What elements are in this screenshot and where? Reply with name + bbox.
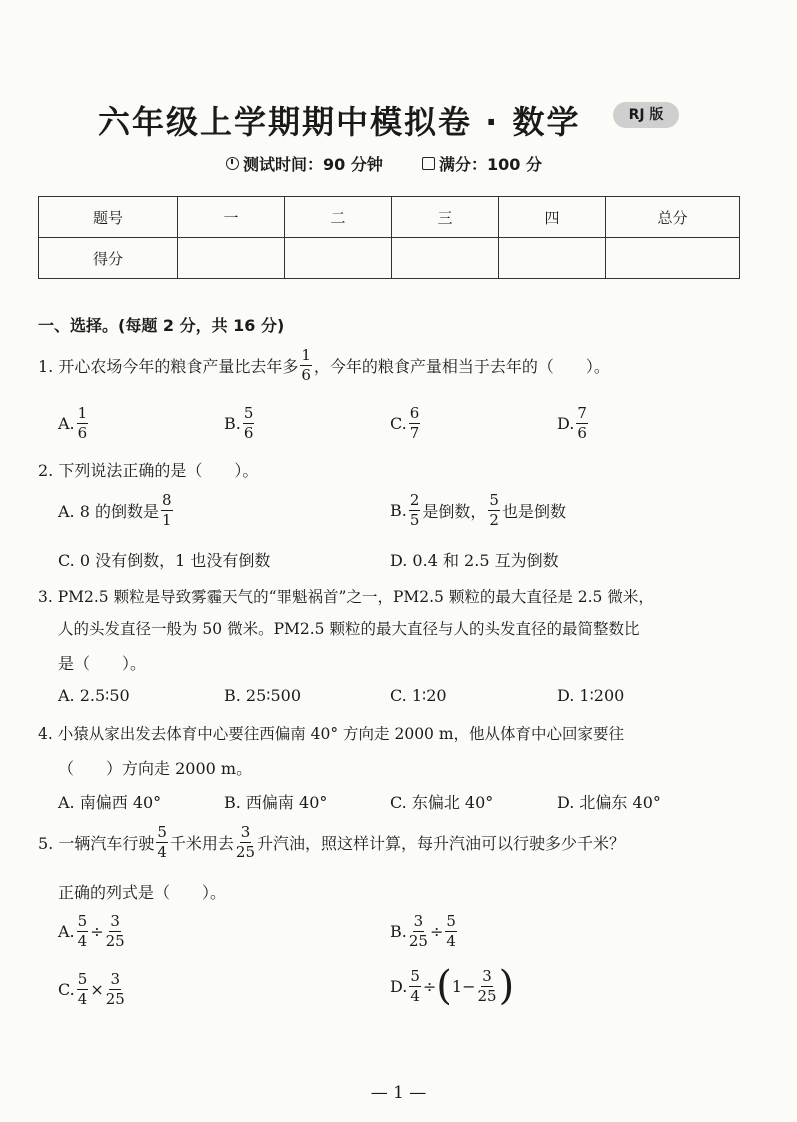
score-box-icon [422,157,435,170]
denominator: 2 [489,511,499,529]
q5-stem-text: 升汽油，照这样计算，每升汽油可以行驶多少千米？ [257,834,626,853]
q5-stem-text: 千米用去 [169,834,234,853]
denominator: 4 [446,932,456,950]
denominator: 25 [408,932,428,950]
option-label: A. [58,922,75,941]
denominator: 5 [409,511,420,529]
q3-option-b: B. 25∶500 [224,686,301,705]
q3-line1: 3. PM2.5 颗粒是导致雾霾天气的“罪魁祸首”之一，PM2.5 颗粒的最大直径是 2.5 微米， [38,588,654,606]
option-label: A. [58,414,75,433]
q3-option-c: C. 1∶20 [390,686,447,705]
q4-option-c: C. 东偏北 40° [390,793,494,812]
numerator: 5 [77,970,88,988]
test-time [226,152,383,175]
q3-option-a: A. 2.5∶50 [58,686,130,705]
fraction [409,914,428,949]
denominator: 6 [301,366,311,384]
denominator: 4 [157,843,167,861]
score-table-row-header: 题号 [39,197,178,238]
denominator: 4 [410,986,420,1005]
q1-option-d [557,406,590,441]
score-cell [178,238,285,279]
fraction [477,966,497,1005]
score-table [38,196,740,279]
fraction [243,406,255,441]
q2-option-c: C. 0 没有倒数，1 也没有倒数 [58,551,271,570]
numerator: 1 [77,404,88,422]
score-cell [392,238,499,279]
test-time-label: 测试时间：90 分钟 [243,155,383,174]
fraction [409,493,421,528]
score-cell [606,238,740,279]
fraction [77,972,89,1007]
option-label: D. [390,976,408,996]
fraction [77,914,89,949]
q5-option-b [390,914,459,949]
option-label: B. [390,922,407,941]
option-label: B. [390,501,407,520]
q5-stem-text: 5. 一辆汽车行驶 [38,834,155,853]
numerator: 6 [409,404,420,422]
score-table-col: 四 [499,197,606,238]
fraction [409,406,421,441]
denominator: 25 [105,932,125,950]
denominator: 6 [577,424,587,442]
q2-option-d: D. 0.4 和 2.5 互为倒数 [390,551,559,570]
denominator: 25 [235,843,256,861]
option-label: C. [390,414,407,433]
left-paren: ( [436,963,452,1009]
q5-stem [38,825,625,860]
fraction [300,348,312,383]
full-score-label: 满分：100 分 [439,155,542,174]
score-cell [285,238,392,279]
fraction [488,493,500,528]
numerator: 3 [240,823,251,841]
score-table-col: 总分 [606,197,740,238]
q3-line2: 人的头发直径一般为 50 微米。PM2.5 颗粒的最大直径与人的头发直径的最简整数比 [58,620,640,638]
q3-line3: 是（ ）。 [58,654,147,673]
q3-option-d: D. 1∶200 [557,686,625,705]
q1-option-a [58,406,90,441]
q1-option-b [224,406,256,441]
q4-option-a: A. 南偏西 40° [58,793,162,812]
edition-badge: RJ 版 [613,102,679,128]
q4-option-b: B. 西偏南 40° [224,793,328,812]
option-text: 是倒数， [422,502,487,521]
q1-stem-text: 1. 开心农场今年的粮食产量比去年多 [38,357,299,376]
denominator: 4 [77,932,88,950]
score-table-col: 一 [178,197,285,238]
numerator: 8 [162,491,172,509]
q2-option-a [58,493,175,528]
q5-option-d [390,963,515,1009]
score-table-score-row [39,238,740,279]
q4-line2: （ ）方向走 2000 m。 [58,759,253,778]
q5-option-a [58,914,127,949]
numerator: 5 [243,404,254,422]
option-label: D. [557,414,575,433]
numerator: 3 [482,966,492,985]
numerator: 5 [77,912,88,930]
option-label: B. [224,414,241,433]
fraction [77,406,89,441]
numerator: 5 [489,491,499,509]
score-table-row-header: 得分 [39,238,178,279]
q4-line1: 4. 小猿从家出发去体育中心要往西偏南 40° 方向走 2000 m，他从体育中心回家要往 [38,725,625,743]
q2-option-b [390,493,566,528]
score-cell [499,238,606,279]
fraction [156,825,168,860]
right-paren: ) [498,963,515,1009]
fraction [161,493,173,528]
full-score [422,152,542,175]
option-text: A. 8 的倒数是 [58,502,159,521]
numerator: 1 [301,346,311,364]
fraction [445,914,457,949]
score-table-col: 三 [392,197,499,238]
q5-line2: 正确的列式是（ ）。 [58,883,227,902]
denominator: 25 [105,990,125,1008]
fraction [409,966,421,1005]
numerator: 5 [157,823,167,841]
section-heading: 一、选择。(每题 2 分，共 16 分) [38,316,285,335]
q4-option-d: D. 北偏东 40° [557,793,661,812]
numerator: 5 [410,966,420,985]
option-label: C. [58,980,75,999]
operator: × [90,980,104,999]
option-text: 也是倒数 [501,502,566,521]
denominator: 6 [77,424,88,442]
numerator: 3 [110,912,120,930]
fraction [236,825,255,860]
fraction [106,972,125,1007]
q5-option-c [58,972,127,1007]
option-text: 1− [451,976,476,996]
q1-option-c [390,406,422,441]
numerator: 3 [110,970,121,988]
fraction [576,406,588,441]
numerator: 3 [413,912,424,930]
denominator: 6 [243,424,254,442]
operator: ÷ [90,922,104,941]
clock-icon [226,157,239,170]
numerator: 2 [409,491,420,509]
q1-stem-text: ，今年的粮食产量相当于去年的（ ）。 [313,357,610,376]
q2-stem: 2. 下列说法正确的是（ ）。 [38,461,259,480]
operator: ÷ [429,922,444,941]
numerator: 7 [577,404,587,422]
score-table-col: 二 [285,197,392,238]
fraction [106,914,125,949]
operator: ÷ [422,976,437,996]
page-title: 六年级上学期期中模拟卷 · 数学 [98,103,581,141]
denominator: 25 [477,986,497,1005]
q1-stem [38,348,610,383]
score-table-header-row [39,197,740,238]
denominator: 1 [162,511,172,529]
numerator: 5 [446,912,456,930]
denominator: 7 [409,424,420,442]
page-number: — 1 — [370,1083,427,1103]
denominator: 4 [77,990,88,1008]
